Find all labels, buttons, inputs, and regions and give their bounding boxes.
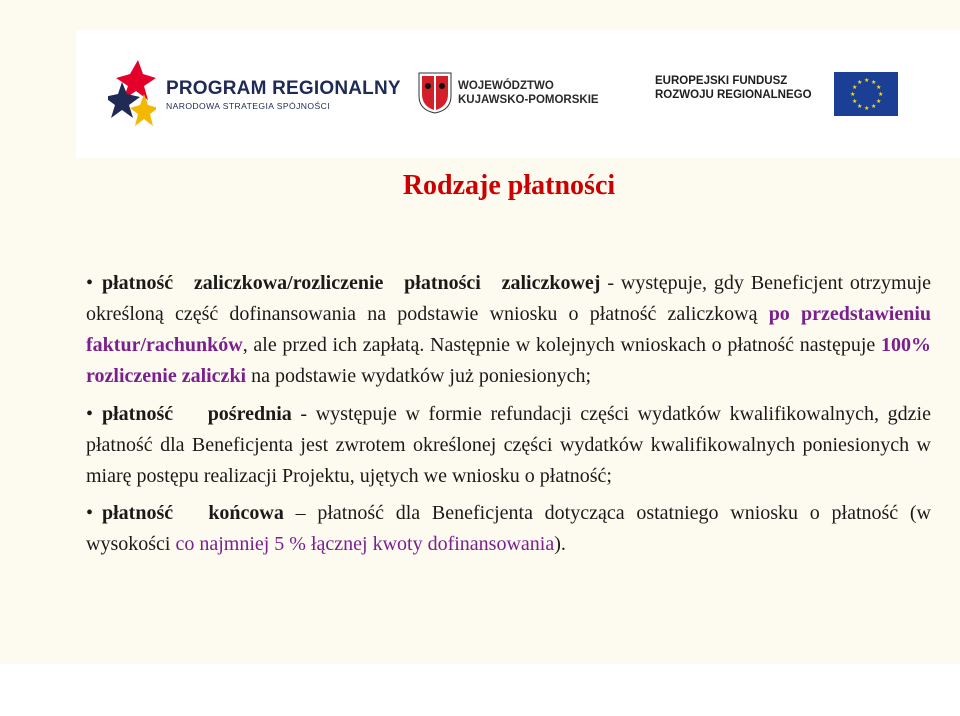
term-koncowa: końcowa [208,502,284,524]
svg-text:★: ★ [876,84,882,91]
coat-of-arms-icon [418,72,452,114]
term-platnosci: płatności [404,272,481,294]
woj-line1: WOJEWÓDZTWO [458,80,554,92]
nss-stars-icon [108,60,156,130]
svg-text:★: ★ [864,77,870,84]
svg-text:★: ★ [852,98,858,105]
paragraph-posrednia [86,399,931,492]
svg-text:★: ★ [871,79,877,86]
svg-text:★: ★ [871,103,877,110]
svg-text:★: ★ [864,105,870,112]
term-zaliczkowej: zaliczkowej [501,272,601,294]
highlight-kwota: co najmniej 5 % łącznej kwoty dofinansowania [175,533,555,555]
eu-flag-icon [834,72,898,116]
svg-text:★: ★ [857,103,863,110]
text: , ale przed ich zapłatą. Następnie w kolejnych wnioskach o płatność następuje [242,334,881,356]
text: – płatność dla Beneficjenta dotycząca ostatniego wniosku o płatność (w wysokości [86,502,931,555]
term-posrednia: pośrednia [207,403,292,425]
text: ). [554,533,566,555]
text: na podstawie wydatków już poniesionych; [246,365,592,387]
svg-text:★: ★ [878,91,884,98]
term-zaliczkowa: zaliczkowa/rozliczenie [193,272,384,294]
bullet: • [86,502,94,524]
ue-line1: EUROPEJSKI FUNDUSZ [655,75,788,87]
page-number: 06 [22,684,45,706]
paragraph-koncowa [86,498,931,560]
svg-text:★: ★ [857,79,863,86]
bullet: • [86,403,94,425]
paragraph-zaliczkowa [86,268,931,392]
term-platnosc: płatność [102,403,174,425]
program-regionalny-logo [108,60,401,130]
term-platnosc: płatność [102,272,174,294]
wojewodztwo-logo [418,72,599,114]
ue-line2: ROZWOJU REGIONALNEGO [655,89,812,101]
term-platnosc: płatność [102,502,174,524]
program-sub-text: NARODOWA STRATEGIA SPÓJNOŚCI [166,101,330,111]
svg-text:★: ★ [850,91,856,98]
bullet: • [86,272,94,294]
woj-line2: KUJAWSKO-POMORSKIE [458,94,599,106]
footer-department: Departament Wdrażania RPO [641,681,946,706]
program-main-text: PROGRAM REGIONALNY [166,78,401,99]
highlight-faktury: po przedstawieniu faktur/rachunków [86,303,931,356]
text: - występuje w formie refundacji części wydatków kwalifikowalnych, gdzie płatność dla Beneficjenta jest zwrotem określonej części wydatków kwalifikowalnych poniesionych w miarę postępu realizacji Projektu, ujętych we wniosku o płatność; [86,403,931,487]
svg-text:★: ★ [876,98,882,105]
text: - występuje, gdy Beneficjent otrzymuje określoną część dofinansowania na podstawie wniosku o płatność zaliczkową [86,272,932,325]
page-title: Rodzaje płatności [402,170,616,201]
efrr-logo [655,74,812,102]
content [86,268,931,560]
highlight-rozliczenie: 100% rozliczenie zaliczki [86,334,931,387]
svg-text:★: ★ [852,84,858,91]
